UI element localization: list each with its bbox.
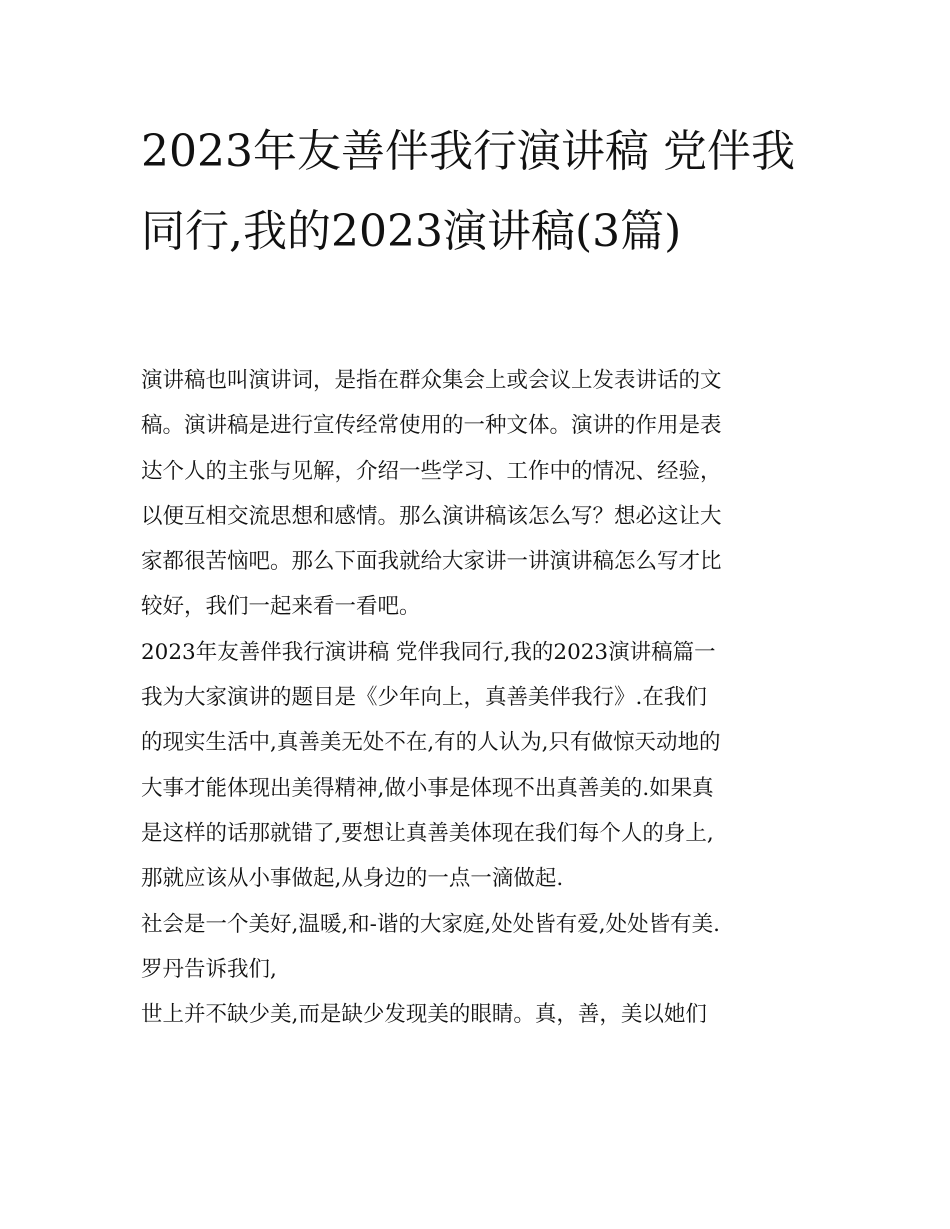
paragraph-intro: 演讲稿也叫演讲词，是指在群众集会上或会议上发表讲话的文 稿。演讲稿是进行宣传经常使用的一种文体。演讲的作用是表 达个人的主张与见解，介绍一些学习、工作中的情况、经验， 以便互相交流思想和感情。那么演讲稿该怎么写？想必这让大 家都很苦恼吧。那么下面我就给大家讲一讲演讲稿怎么写才比 较好，我们一起来看一看吧。	[141, 368, 722, 620]
document-body	[141, 358, 821, 1037]
paragraph-society: 社会是一个美好,温暖,和-谐的大家庭,处处皆有爱,处处皆有美. 罗丹告诉我们,	[141, 911, 720, 982]
paragraph-beauty: 世上并不缺少美,而是缺少发现美的眼睛。真，善，美以她们	[141, 1002, 707, 1028]
paragraph-section-heading: 2023年友善伴我行演讲稿 党伴我同行,我的2023演讲稿篇一	[141, 639, 716, 665]
paragraph-speech-topic: 我为大家演讲的题目是《少年向上，真善美伴我行》.在我们 的现实生活中,真善美无处不在,有的人认为,只有做惊天动地的 大事才能体现出美得精神,做小事是体现不出真善美的.如果真 是这样的话那就错了,要想让真善美体现在我们每个人的身上, 那就应该从小事做起,从身边的一点一滴做起.	[141, 685, 721, 892]
document-title: 2023年友善伴我行演讲稿 党伴我同行,我的2023演讲稿(3篇)	[141, 126, 795, 257]
